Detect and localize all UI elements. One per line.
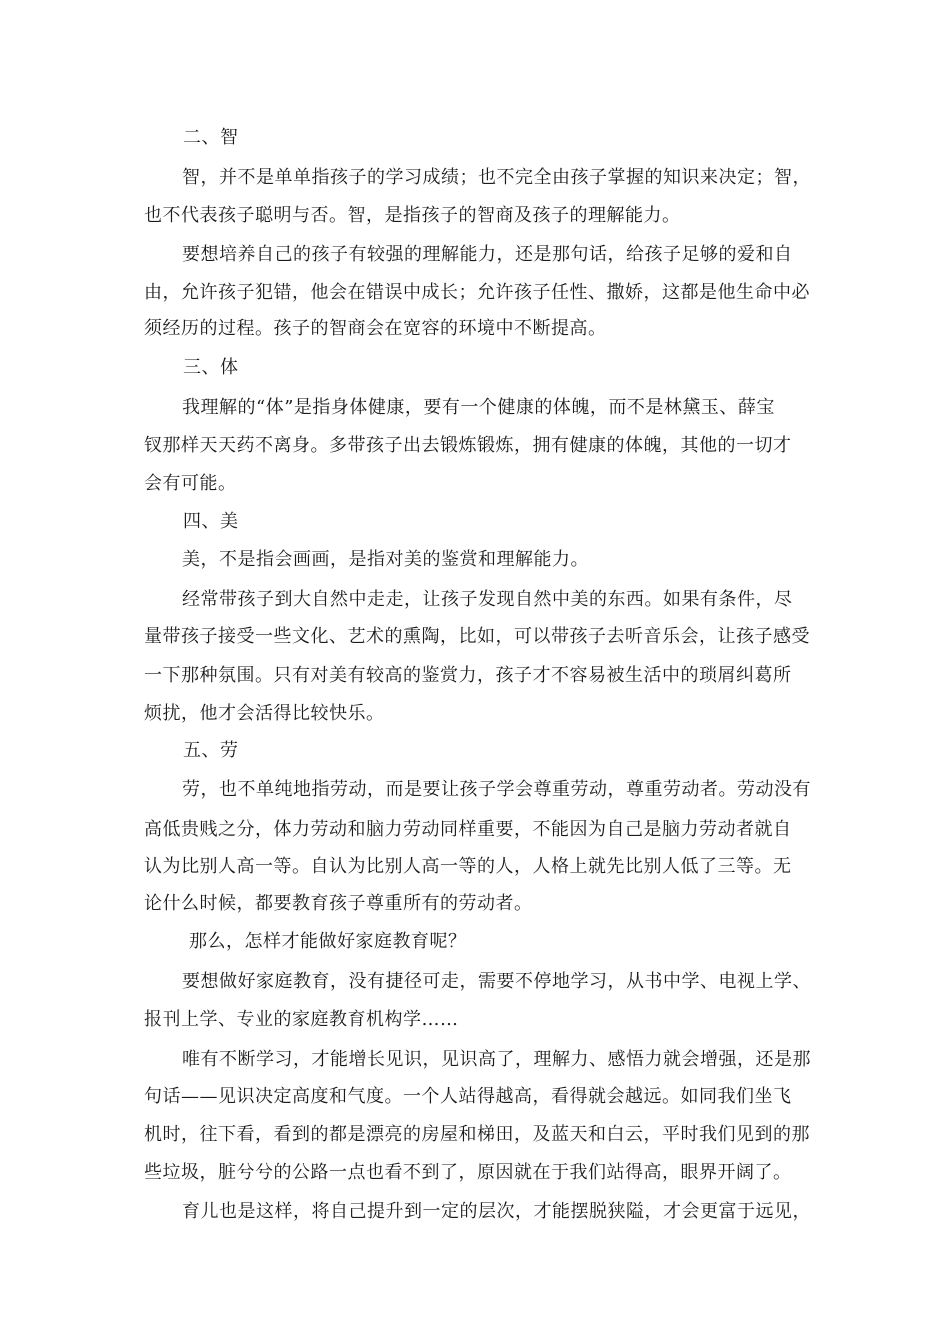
paragraph-line: 我理解的“体”是指身体健康，要有一个健康的体魄，而不是林黛玉、薛宝 bbox=[182, 397, 775, 418]
paragraph-line: 劳，也不单纯地指劳动，而是要让孩子学会尊重劳动，尊重劳动者。劳动没有 bbox=[182, 779, 811, 800]
section-heading-zhi: 二、智 bbox=[183, 127, 239, 148]
paragraph-line: 钗那样天天药不离身。多带孩子出去锻炼锻炼，拥有健康的体魄，其他的一切才 bbox=[144, 435, 792, 456]
paragraph-line: 须经历的过程。孩子的智商会在宽容的环境中不断提高。 bbox=[144, 318, 607, 339]
paragraph-line: 机时，往下看，看到的都是漂亮的房屋和梯田，及蓝天和白云，平时我们见到的那 bbox=[144, 1124, 810, 1145]
section-heading-lao: 五、劳 bbox=[183, 740, 239, 761]
section-heading-ti: 三、体 bbox=[183, 357, 239, 378]
paragraph-line: 美，不是指会画画，是指对美的鉴赏和理解能力。 bbox=[182, 549, 589, 570]
paragraph-line: 要想培养自己的孩子有较强的理解能力，还是那句话，给孩子足够的爱和自 bbox=[182, 244, 793, 265]
paragraph-line: 育儿也是这样，将自己提升到一定的层次，才能摆脱狭隘，才会更富于远见， bbox=[182, 1201, 811, 1222]
paragraph-line: 报刊上学、专业的家庭教育机构学…… bbox=[144, 1009, 459, 1030]
paragraph-line: 量带孩子接受一些文化、艺术的熏陶，比如，可以带孩子去听音乐会，让孩子感受 bbox=[144, 626, 810, 647]
question-heading: 那么，怎样才能做好家庭教育呢？ bbox=[189, 931, 467, 952]
paragraph-line: 也不代表孩子聪明与否。智，是指孩子的智商及孩子的理解能力。 bbox=[144, 205, 681, 226]
paragraph-line: 论什么时候，都要教育孩子尊重所有的劳动者。 bbox=[144, 893, 533, 914]
paragraph-line: 一下那种氛围。只有对美有较高的鉴赏力，孩子才不容易被生活中的琐屑纠葛所 bbox=[144, 665, 792, 686]
section-heading-mei: 四、美 bbox=[183, 511, 239, 532]
paragraph-line: 唯有不断学习，才能增长见识，见识高了，理解力、感悟力就会增强，还是那 bbox=[182, 1049, 811, 1070]
paragraph-line: 由，允许孩子犯错，他会在错误中成长；允许孩子任性、撒娇，这都是他生命中必 bbox=[144, 282, 810, 303]
paragraph-line: 认为比别人高一等。自认为比别人高一等的人，人格上就先比别人低了三等。无 bbox=[144, 856, 792, 877]
paragraph-line: 要想做好家庭教育，没有捷径可走，需要不停地学习，从书中学、电视上学、 bbox=[182, 971, 811, 992]
paragraph-line: 智，并不是单单指孩子的学习成绩；也不完全由孩子掌握的知识来决定；智， bbox=[182, 167, 811, 188]
paragraph-line: 高低贵贱之分，体力劳动和脑力劳动同样重要，不能因为自己是脑力劳动者就自 bbox=[144, 819, 792, 840]
paragraph-line: 烦扰，他才会活得比较快乐。 bbox=[144, 703, 385, 724]
paragraph-line: 句话——见识决定高度和气度。一个人站得越高，看得就会越远。如同我们坐飞 bbox=[144, 1086, 792, 1107]
paragraph-line: 经常带孩子到大自然中走走，让孩子发现自然中美的东西。如果有条件，尽 bbox=[182, 589, 793, 610]
paragraph-line: 会有可能。 bbox=[144, 473, 237, 494]
paragraph-line: 些垃圾，脏兮兮的公路一点也看不到了，原因就在于我们站得高，眼界开阔了。 bbox=[144, 1162, 792, 1183]
